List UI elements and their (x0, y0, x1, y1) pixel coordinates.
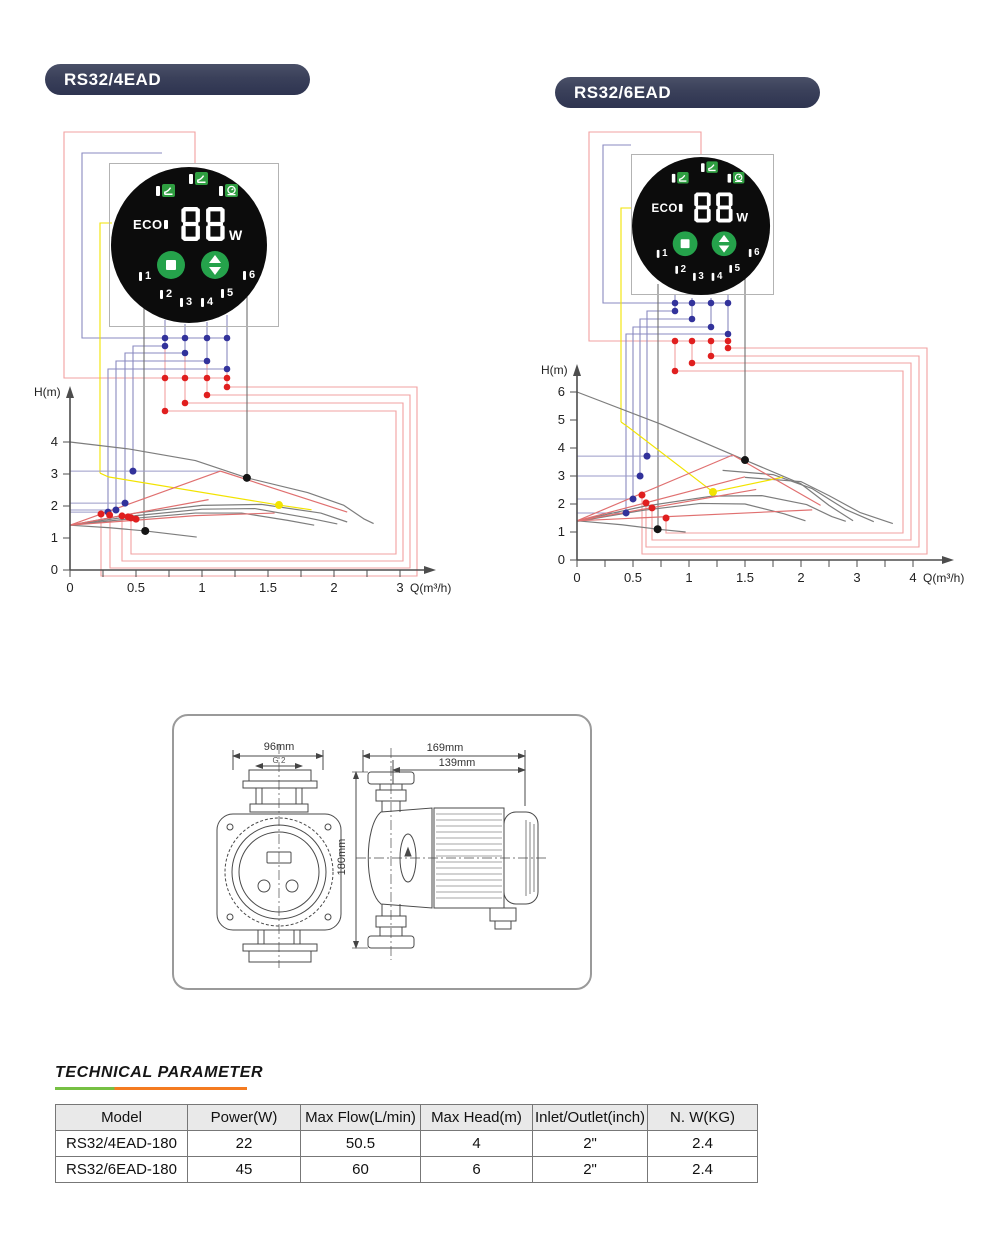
connector-dot (689, 316, 696, 323)
segment (183, 222, 198, 226)
y-tick-label: 3 (557, 468, 565, 483)
data-point (243, 474, 251, 482)
x-axis-arrow (942, 556, 954, 564)
table-header-cell: Max Head(m) (421, 1105, 533, 1131)
y-tick-label: 4 (557, 440, 565, 455)
parameters-table-header (56, 1105, 758, 1131)
red-ray-1 (577, 455, 733, 521)
pump-control-display-2 (632, 157, 770, 295)
y-axis-title: H(m) (34, 385, 61, 399)
data-point (106, 511, 113, 518)
height-dim-label: 180mm (336, 838, 348, 876)
parameters-table (55, 1104, 758, 1183)
table-header-cell: Model (56, 1105, 188, 1131)
pump-curve-icon (195, 172, 208, 185)
data-point (623, 509, 630, 516)
data-point (98, 511, 105, 518)
watt-unit-label: W (229, 227, 243, 243)
connector-dot (708, 324, 715, 331)
y-tick-label: 3 (50, 466, 58, 481)
data-point (133, 516, 140, 523)
connector-line (101, 387, 417, 576)
table-header-cell: Inlet/Outlet(inch) (533, 1105, 648, 1131)
data-point (642, 499, 649, 506)
segment (220, 208, 224, 222)
arrow-up-icon (209, 255, 221, 263)
connector-dot (224, 366, 231, 373)
connector-dot (224, 384, 231, 391)
segment (181, 225, 185, 239)
connector-dot (182, 335, 189, 342)
speed-label-2: 2 (680, 264, 687, 275)
data-point (638, 492, 645, 499)
indicator-tick (219, 186, 223, 196)
x-tick-label: 1 (198, 580, 206, 595)
y-axis-title: H(m) (541, 363, 568, 377)
power-seven-segment-readout (181, 207, 225, 246)
segment (694, 209, 698, 222)
total-length-dim-label: 169mm (426, 742, 464, 754)
speed-2b-curve (745, 477, 893, 523)
connector-line (626, 334, 728, 513)
connector-dot (224, 335, 231, 342)
data-point (112, 507, 119, 514)
segment (696, 206, 710, 210)
y-tick-label: 1 (50, 530, 58, 545)
section-title: TECHNICAL PARAMETER (55, 1064, 264, 1081)
segment (206, 225, 210, 239)
data-point (141, 527, 149, 535)
indicator-tick (672, 174, 676, 183)
y-tick-label: 4 (50, 434, 58, 449)
x-tick-label: 0 (66, 580, 74, 595)
model-badge-rs32-6ead: RS32/6EAD (555, 77, 820, 108)
x-tick-label: 1 (685, 570, 693, 585)
connector-dot (708, 353, 715, 360)
speed-label-6: 6 (754, 247, 760, 258)
y-tick-label: 1 (557, 524, 565, 539)
speed-tick-4 (201, 298, 204, 307)
segment (694, 193, 698, 206)
power-seven-segment-readout (694, 192, 733, 227)
pump-curve-icon (706, 161, 718, 173)
front-width-dim-label: 96mm (263, 741, 295, 753)
arrow-down-icon (719, 246, 730, 253)
performance-chart-2 (541, 363, 964, 585)
min-speed-curve (70, 525, 197, 537)
x-tick-label: 4 (909, 570, 917, 585)
speed-label-5: 5 (734, 263, 741, 274)
connector-dot (672, 300, 679, 307)
connector-line (647, 311, 675, 456)
performance-chart-1 (34, 385, 451, 595)
stop-square-icon (166, 260, 176, 270)
speed-tick-3 (180, 298, 183, 307)
stop-button (673, 231, 698, 256)
night-mode-icon (162, 184, 175, 197)
speed-label-4: 4 (716, 271, 723, 282)
table-cell: RS32/6EAD-180 (56, 1157, 188, 1183)
arrow-down-icon (209, 267, 221, 275)
speed-tick-4 (712, 273, 715, 281)
connector-dot (672, 308, 679, 315)
x-axis-title: Q(m³/h) (410, 581, 452, 595)
connector-dot (725, 345, 732, 352)
indicator-tick (156, 186, 160, 196)
y-axis-arrow (573, 364, 581, 376)
connector-dot (182, 400, 189, 407)
segment (716, 209, 720, 222)
table-cell: 2" (533, 1157, 648, 1183)
thread-dim-label: G 2 (272, 756, 286, 765)
table-cell: 6 (421, 1157, 533, 1183)
pump-control-display-1 (111, 167, 267, 323)
night-mode-icon (677, 172, 689, 184)
connector-dot (224, 375, 231, 382)
segment (196, 208, 200, 222)
x-tick-label: 0 (573, 570, 581, 585)
connector-dot (689, 360, 696, 367)
data-point (649, 504, 656, 511)
table-cell: 60 (301, 1157, 421, 1183)
eco-indicator-tick (679, 204, 683, 212)
side-view (352, 748, 548, 960)
connector-dot (708, 338, 715, 345)
x-tick-label: 2 (797, 570, 805, 585)
speed-label-1: 1 (662, 248, 668, 259)
table-cell: 22 (188, 1131, 301, 1157)
speed-label-1: 1 (145, 270, 152, 282)
y-tick-label: 5 (557, 412, 565, 427)
speed-updown-button (201, 251, 229, 279)
data-point (644, 453, 651, 460)
table-cell: 50.5 (301, 1131, 421, 1157)
y-tick-label: 6 (557, 384, 565, 399)
x-tick-label: 0.5 (623, 570, 643, 585)
connector-dot (182, 375, 189, 382)
connector-line (116, 361, 207, 510)
auto-mode-icon (225, 184, 238, 197)
data-point (122, 500, 129, 507)
connector-dot (672, 338, 679, 345)
speed-label-3: 3 (186, 296, 193, 308)
data-point (654, 525, 662, 533)
speed-updown-button (712, 231, 737, 256)
speed-label-6: 6 (249, 269, 256, 281)
connector-dot (162, 335, 169, 342)
title-underline (55, 1087, 247, 1090)
table-header-cell: Max Flow(L/min) (301, 1105, 421, 1131)
segment (718, 206, 732, 210)
connector-line (640, 319, 692, 476)
data-point (630, 495, 637, 502)
stop-square-icon (681, 239, 690, 248)
y-tick-label: 0 (557, 552, 565, 567)
table-header-cell: Power(W) (188, 1105, 301, 1131)
x-tick-label: 3 (396, 580, 404, 595)
data-point (275, 501, 283, 509)
eco-mode-label: ECO (133, 217, 163, 232)
speed-tick-1 (657, 250, 660, 258)
speed-tick-6 (243, 271, 246, 280)
connector-dot (162, 343, 169, 350)
table-cell: 4 (421, 1131, 533, 1157)
connector-dot (725, 331, 732, 338)
x-tick-label: 0.5 (126, 580, 146, 595)
connector-dot (672, 368, 679, 375)
connector-dot (204, 392, 211, 399)
segment (707, 193, 711, 206)
indicator-tick (189, 174, 193, 184)
speed-tick-2 (160, 290, 163, 299)
connector-dot (689, 338, 696, 345)
x-tick-label: 2 (330, 580, 338, 595)
connector-dot (162, 408, 169, 415)
speed-tick-6 (749, 249, 752, 257)
connector-line (666, 371, 903, 533)
indicator-tick (701, 163, 705, 172)
x-axis-title: Q(m³/h) (923, 571, 965, 585)
dimension-drawing (170, 713, 590, 988)
eco-indicator-tick (164, 220, 168, 229)
indicator-tick (728, 174, 732, 183)
speed-tick-5 (221, 289, 224, 298)
connector-dot (162, 375, 169, 382)
data-point (741, 456, 749, 464)
connector-dot (708, 300, 715, 307)
speed-label-3: 3 (698, 271, 704, 282)
data-point (709, 488, 717, 496)
y-axis-arrow (66, 386, 74, 398)
stop-button (157, 251, 185, 279)
x-axis-arrow (424, 566, 436, 574)
data-point (119, 512, 126, 519)
connector-line (642, 348, 927, 554)
speed-tick-1 (139, 272, 142, 281)
table-cell: RS32/4EAD-180 (56, 1131, 188, 1157)
watt-unit-label: W (736, 210, 749, 225)
eco-mode-label: ECO (651, 201, 678, 215)
mid-curve-a (577, 496, 846, 522)
speed-tick-2 (675, 266, 678, 274)
x-tick-label: 1.5 (735, 570, 755, 585)
speed-tick-3 (693, 273, 696, 281)
parameters-table-body (56, 1131, 758, 1183)
connector-dot (204, 358, 211, 365)
connector-line (125, 353, 185, 503)
segment (208, 222, 223, 226)
speed-label-5: 5 (227, 287, 234, 299)
y-tick-label: 2 (557, 496, 565, 511)
y-tick-label: 2 (50, 498, 58, 513)
table-header-cell: N. W(KG) (648, 1105, 758, 1131)
table-row (56, 1157, 758, 1183)
front-view (217, 744, 341, 968)
table-row (56, 1131, 758, 1157)
speed-label-2: 2 (166, 288, 173, 300)
y-tick-label: 0 (50, 562, 58, 577)
x-tick-label: 3 (853, 570, 861, 585)
data-point (637, 473, 644, 480)
arrow-up-icon (719, 235, 730, 242)
table-cell: 2.4 (648, 1157, 758, 1183)
connector-line (131, 411, 396, 554)
segment (181, 208, 185, 222)
connector-dot (725, 338, 732, 345)
x-tick-label: 1.5 (258, 580, 278, 595)
connector-dot (725, 300, 732, 307)
speed-tick-5 (729, 265, 732, 273)
connector-dot (182, 350, 189, 357)
table-cell: 2" (533, 1131, 648, 1157)
model-badge-rs32-4ead: RS32/4EAD (45, 64, 310, 95)
connector-dot (204, 375, 211, 382)
auto-mode-icon (733, 172, 745, 184)
speed-label-4: 4 (207, 296, 214, 308)
table-cell: 45 (188, 1157, 301, 1183)
data-point (129, 468, 136, 475)
connector-line (633, 327, 711, 499)
data-point (663, 515, 670, 522)
body-length-dim-label: 139mm (438, 757, 476, 769)
connector-dot (689, 300, 696, 307)
min-speed-curve (577, 521, 686, 532)
segment (206, 208, 210, 222)
segment (729, 193, 733, 206)
segment (716, 193, 720, 206)
table-cell: 2.4 (648, 1131, 758, 1157)
connector-dot (204, 335, 211, 342)
